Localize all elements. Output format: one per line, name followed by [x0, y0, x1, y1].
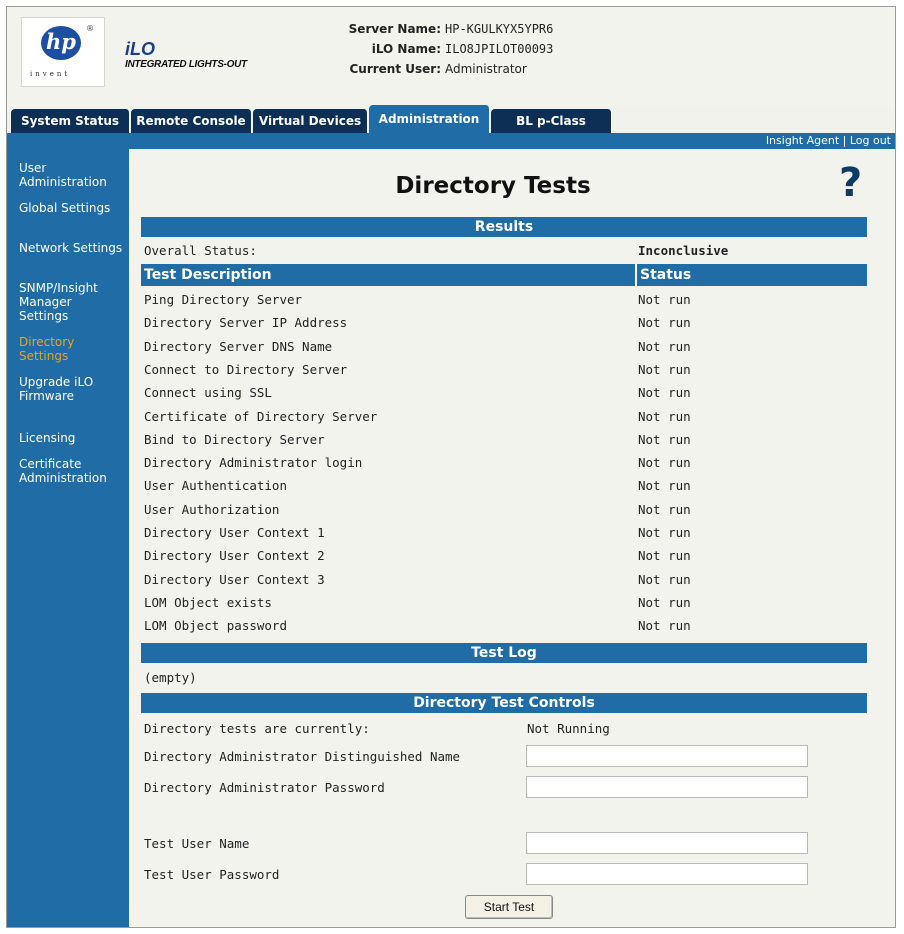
overall-status-value: Inconclusive	[638, 243, 729, 258]
ilo-product-name: iLO	[125, 39, 155, 59]
top-links[interactable]: Insight Agent | Log out	[765, 134, 891, 147]
table-row	[141, 544, 867, 567]
test-status: Not run	[638, 315, 691, 331]
test-status: Not run	[638, 292, 691, 307]
test-log-row	[141, 666, 867, 689]
test-name: LOM Object exists	[144, 594, 272, 610]
hp-logo-mark: hp	[41, 26, 81, 60]
start-test-button[interactable]: Start Test	[465, 895, 553, 919]
sidebar-item-certificate-administration[interactable]: Certificate Administration	[19, 457, 107, 485]
tests-table-header	[141, 264, 867, 286]
test-name: Directory User Context 3	[144, 571, 325, 587]
test-status: Not run	[638, 618, 691, 634]
table-row	[141, 521, 867, 544]
sidebar-item-directory-settings[interactable]: Directory Settings	[19, 335, 75, 363]
test-name: User Authorization	[144, 501, 280, 517]
tab-virtual-devices[interactable]: Virtual Devices	[253, 109, 368, 133]
controls-heading: Directory Test Controls	[141, 693, 867, 713]
table-row	[141, 474, 867, 497]
test-user-password-label: Test User Password	[144, 867, 280, 882]
hp-logo[interactable]	[21, 17, 105, 87]
test-status: Not run	[638, 478, 691, 494]
test-user-name-field[interactable]	[526, 832, 808, 854]
sidebar-item-user-administration[interactable]: User Administration	[19, 161, 107, 189]
current-user-value: Administrator	[445, 62, 527, 76]
admin-dn-field[interactable]	[526, 745, 808, 767]
admin-dn-label: Directory Administrator Distinguished Name	[144, 749, 461, 764]
test-status: Not run	[638, 338, 691, 354]
tests-state-row	[141, 717, 867, 740]
sidebar-item-snmp-insight-manager[interactable]: SNMP/Insight Manager Settings	[19, 281, 98, 323]
test-name: LOM Object password	[144, 618, 287, 634]
tab-administration[interactable]: Administration	[369, 105, 490, 133]
overall-status-row	[141, 239, 867, 262]
test-name: User Authentication	[144, 478, 287, 494]
test-status: Not run	[638, 431, 691, 447]
tab-bl-p-class[interactable]: BL p-Class	[491, 109, 612, 133]
admin-password-label: Directory Administrator Password	[144, 780, 385, 795]
server-name-label: Server Name:	[348, 22, 441, 36]
test-status: Not run	[638, 548, 691, 564]
table-row	[141, 335, 867, 358]
table-row	[141, 428, 867, 451]
page-title: Directory Tests	[395, 173, 591, 199]
test-status: Not run	[638, 571, 691, 587]
table-row	[141, 498, 867, 521]
sidebar-item-upgrade-ilo-firmware[interactable]: Upgrade iLO Firmware	[19, 375, 94, 403]
table-row	[141, 311, 867, 334]
test-name: Bind to Directory Server	[144, 431, 325, 447]
overall-status-label: Overall Status:	[144, 243, 257, 258]
sidebar-item-licensing[interactable]: Licensing	[19, 431, 76, 445]
tests-state-value: Not Running	[527, 721, 610, 736]
test-name: Connect to Directory Server	[144, 361, 348, 377]
hp-invent-tagline: invent	[30, 70, 71, 78]
test-status: Not run	[638, 525, 691, 540]
table-row	[141, 288, 867, 311]
test-user-name-label: Test User Name	[144, 836, 250, 851]
registered-mark: ®	[86, 24, 94, 33]
table-row	[141, 358, 867, 381]
test-name: Directory Server IP Address	[144, 315, 348, 331]
help-icon[interactable]: ?	[839, 160, 863, 206]
table-row	[141, 591, 867, 614]
test-status: Not run	[638, 501, 691, 517]
table-row	[141, 405, 867, 428]
test-status: Not run	[638, 455, 691, 471]
nav-strip	[7, 133, 895, 149]
results-heading: Results	[141, 217, 867, 237]
table-row	[141, 451, 867, 474]
sidebar	[7, 133, 129, 928]
sidebar-item-network-settings[interactable]: Network Settings	[19, 241, 123, 255]
admin-password-field[interactable]	[526, 776, 808, 798]
header	[7, 7, 895, 107]
col-status: Status	[635, 264, 691, 286]
current-user-label: Current User:	[349, 62, 441, 76]
test-status: Not run	[638, 408, 691, 424]
tests-state-label: Directory tests are currently:	[144, 721, 370, 736]
test-status: Not run	[638, 385, 691, 401]
tab-system-status[interactable]: System Status	[11, 109, 130, 133]
browser-frame	[6, 6, 896, 928]
test-status: Not run	[638, 361, 691, 377]
table-row	[141, 381, 867, 404]
test-name: Connect using SSL	[144, 385, 272, 401]
server-name-value: HP-KGULKYX5YPR6	[445, 22, 554, 36]
ilo-product-subtitle: INTEGRATED LIGHTS-OUT	[125, 59, 247, 70]
test-name: Certificate of Directory Server	[144, 408, 378, 424]
tab-remote-console[interactable]: Remote Console	[131, 109, 252, 133]
test-name: Ping Directory Server	[144, 292, 303, 307]
ilo-name-label: iLO Name:	[371, 42, 441, 56]
table-row	[141, 568, 867, 591]
test-log-heading: Test Log	[141, 643, 867, 663]
test-name: Directory User Context 2	[144, 548, 325, 564]
test-user-password-field[interactable]	[526, 863, 808, 885]
main-content	[129, 149, 895, 928]
test-log-value: (empty)	[144, 670, 197, 685]
sidebar-item-global-settings[interactable]: Global Settings	[19, 201, 111, 215]
test-name: Directory Administrator login	[144, 455, 363, 471]
main-tabs	[7, 105, 895, 133]
col-test-description: Test Description	[144, 267, 272, 283]
test-name: Directory Server DNS Name	[144, 338, 333, 354]
table-row	[141, 614, 867, 637]
test-status: Not run	[638, 594, 691, 610]
ilo-name-value: ILO8JPILOT00093	[445, 42, 554, 56]
test-name: Directory User Context 1	[144, 525, 325, 540]
